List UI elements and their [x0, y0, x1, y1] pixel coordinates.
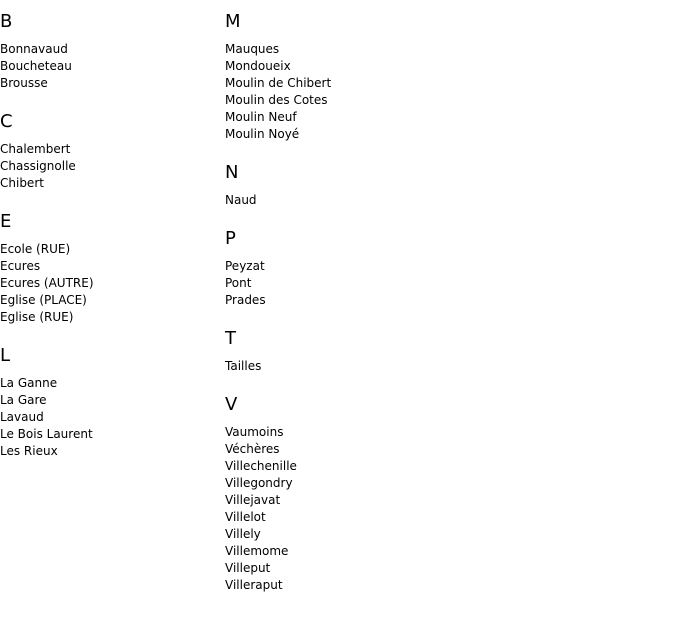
street-link[interactable]: Moulin de Chibert: [225, 76, 332, 90]
street-link[interactable]: Villemome: [225, 544, 289, 558]
street-link[interactable]: Boucheteau: [0, 59, 72, 73]
letter-heading: E: [0, 211, 12, 232]
street-link[interactable]: Ecole (RUE): [0, 242, 71, 256]
letter-heading: C: [0, 111, 13, 132]
street-link[interactable]: Villelot: [225, 510, 266, 524]
street-link[interactable]: Le Bois Laurent: [0, 427, 93, 441]
letter-group-t: [225, 327, 445, 375]
street-link[interactable]: Eglise (PLACE): [0, 293, 87, 307]
street-link[interactable]: Vaumoins: [225, 425, 284, 439]
letter-group-e: [0, 210, 220, 326]
letter-heading: M: [225, 11, 241, 32]
street-link[interactable]: Moulin Neuf: [225, 110, 297, 124]
street-link[interactable]: Lavaud: [0, 410, 44, 424]
street-link[interactable]: Moulin Noyé: [225, 127, 300, 141]
street-link[interactable]: Villeput: [225, 561, 271, 575]
street-link[interactable]: Peyzat: [225, 259, 265, 273]
index-column-right: [225, 10, 445, 612]
letter-heading: N: [225, 162, 239, 183]
street-list: [0, 41, 220, 92]
letter-heading: B: [0, 11, 13, 32]
street-link[interactable]: Villely: [225, 527, 261, 541]
letter-heading: V: [225, 394, 238, 415]
street-link[interactable]: Villejavat: [225, 493, 281, 507]
street-list: [0, 241, 220, 326]
street-link[interactable]: Ecures (AUTRE): [0, 276, 94, 290]
street-link[interactable]: Eglise (RUE): [0, 310, 74, 324]
letter-group-b: [0, 10, 220, 92]
street-link[interactable]: Naud: [225, 193, 257, 207]
letter-group-p: [225, 227, 445, 309]
letter-heading: L: [0, 345, 11, 366]
street-link[interactable]: Prades: [225, 293, 266, 307]
street-list: [0, 141, 220, 192]
letter-group-n: [225, 161, 445, 209]
letter-heading: T: [225, 328, 236, 349]
street-link[interactable]: La Ganne: [0, 376, 58, 390]
index-column-left: [0, 10, 220, 478]
street-link[interactable]: Mauques: [225, 42, 280, 56]
street-link[interactable]: Bonnavaud: [0, 42, 68, 56]
letter-group-m: [225, 10, 445, 143]
street-list: [225, 424, 445, 594]
street-link[interactable]: Chassignolle: [0, 159, 76, 173]
street-link[interactable]: Mondoueix: [225, 59, 291, 73]
street-list: [225, 258, 445, 309]
street-link[interactable]: Brousse: [0, 76, 48, 90]
street-link[interactable]: Les Rieux: [0, 444, 58, 458]
street-link[interactable]: Villegondry: [225, 476, 293, 490]
street-link[interactable]: Véchères: [225, 442, 280, 456]
letter-group-v: [225, 393, 445, 594]
letter-group-c: [0, 110, 220, 192]
street-link[interactable]: Ecures: [0, 259, 41, 273]
letter-heading: P: [225, 228, 236, 249]
street-list: [0, 375, 220, 460]
street-link[interactable]: Chalembert: [0, 142, 71, 156]
street-link[interactable]: Villeraput: [225, 578, 283, 592]
letter-group-l: [0, 344, 220, 460]
street-link[interactable]: Pont: [225, 276, 252, 290]
street-list: [225, 41, 445, 143]
street-link[interactable]: Tailles: [225, 359, 262, 373]
street-link[interactable]: Villechenille: [225, 459, 297, 473]
street-link[interactable]: Chibert: [0, 176, 44, 190]
street-list: [225, 192, 445, 209]
street-link[interactable]: La Gare: [0, 393, 47, 407]
street-link[interactable]: Moulin des Cotes: [225, 93, 328, 107]
street-list: [225, 358, 445, 375]
